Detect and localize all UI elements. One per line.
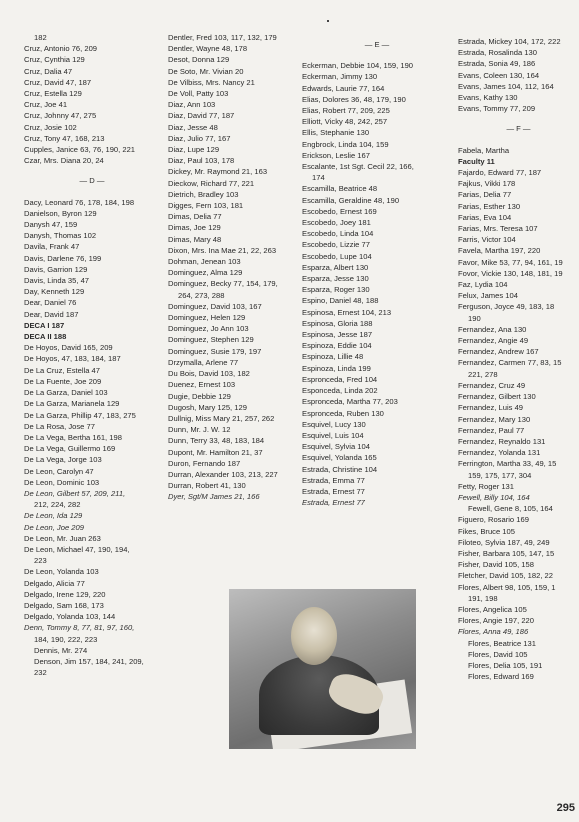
index-entry: Flores, Delia 105, 191: [468, 660, 543, 670]
index-entry: Esquivel, Sylvia 104: [302, 442, 370, 452]
index-entry: Diaz, David 77, 187: [168, 111, 235, 121]
index-entry: Fernandez, Gilbert 130: [458, 392, 536, 402]
index-entry: Cruz, Joe 41: [24, 100, 68, 110]
index-entry: Fernandez, Ana 130: [458, 324, 527, 334]
index-entry: Cruz, Estella 129: [24, 89, 82, 99]
index-entry: Flores, David 105: [468, 649, 528, 659]
index-entry: Favor, Mike 53, 77, 94, 161, 19: [458, 257, 563, 267]
index-entry: Dimas, Mary 48: [168, 234, 222, 244]
index-entry: Esparza, Roger 130: [302, 285, 370, 295]
index-entry: De Leon, Mr. Juan 263: [24, 533, 101, 543]
index-entry: De La Rosa, Jose 77: [24, 421, 95, 431]
index-entry: De La Cruz, Estella 47: [24, 365, 100, 375]
index-entry: Espinosa, Gloria 188: [302, 318, 373, 328]
index-entry: Flores, Angie 197, 220: [458, 616, 534, 626]
section-letter-header: — E —: [364, 40, 390, 49]
index-entry: 223: [34, 556, 47, 566]
index-entry: Desot, Donna 129: [168, 55, 230, 65]
index-entry: 212, 224, 282: [34, 500, 81, 510]
index-entry: Espinosa, Ernest 104, 213: [302, 307, 392, 317]
index-entry: Espinoza, Eddie 104: [302, 341, 372, 351]
index-entry: Cruz, Antonio 76, 209: [24, 44, 98, 54]
index-entry: Davis, Garrion 129: [24, 264, 88, 274]
index-entry: Ferrington, Martha 33, 49, 15: [458, 459, 557, 469]
index-entry: Espronceda, Fred 104: [302, 374, 378, 384]
index-entry: Duron, Fernando 187: [168, 458, 241, 468]
index-entry: Escobedo, Ernest 169: [302, 206, 377, 216]
index-entry: Dunn, Terry 33, 48, 183, 184: [168, 436, 265, 446]
index-column-1: [24, 32, 160, 678]
index-entry: Flores, Angelica 105: [458, 604, 527, 614]
index-entry: 221, 278: [468, 369, 498, 379]
index-entry: Esponceda, Linda 202: [302, 386, 378, 396]
index-entry: Diaz, Ann 103: [168, 100, 216, 110]
index-entry: Evans, Tommy 77, 209: [458, 104, 536, 114]
index-entry: De Leon, Carolyn 47: [24, 466, 94, 476]
index-entry: De Leon, Yolanda 103: [24, 567, 99, 577]
index-entry: Diaz, Jesse 48: [168, 122, 218, 132]
index-entry: Cupples, Janice 63, 76, 190, 221: [24, 145, 136, 155]
index-entry: Escobedo, Linda 104: [302, 229, 374, 239]
index-entry: Dohman, Jenean 103: [168, 257, 241, 267]
index-entry: Dieckow, Richard 77, 221: [168, 178, 255, 188]
index-entry: Espinosa, Jesse 187: [302, 330, 373, 340]
index-entry: Danysh 47, 159: [24, 220, 78, 230]
index-entry: Farris, Victor 104: [458, 235, 516, 245]
index-entry: Escobedo, Lizzie 77: [302, 240, 370, 250]
index-entry: Eckerman, Debbie 104, 159, 190: [302, 61, 414, 71]
index-entry: Escalante, 1st Sgt. Cecil 22, 166,: [302, 162, 414, 172]
index-entry: Dullnig, Miss Mary 21, 257, 262: [168, 413, 275, 423]
index-entry: Edwards, Laurie 77, 164: [302, 83, 385, 93]
index-entry: Fisher, Barbara 105, 147, 15: [458, 548, 555, 558]
index-entry: Dimas, Joe 129: [168, 223, 221, 233]
index-entry: Erickson, Leslie 167: [302, 150, 370, 160]
index-entry: Elias, Robert 77, 209, 225: [302, 106, 390, 116]
index-entry: 264, 273, 288: [178, 290, 225, 300]
index-entry: Ferguson, Joyce 49, 183, 18: [458, 302, 555, 312]
index-entry: Drzymalla, Arlene 77: [168, 357, 239, 367]
index-entry: Estrada, Sonia 49, 186: [458, 59, 536, 69]
index-entry: Farias, Eva 104: [458, 212, 512, 222]
index-entry: Fernandez, Yolanda 131: [458, 448, 541, 458]
index-entry: 191, 198: [468, 593, 498, 603]
index-entry: Espino, Daniel 48, 188: [302, 296, 379, 306]
index-entry: Dominguez, Alma 129: [168, 268, 243, 278]
index-entry: 174: [312, 173, 325, 183]
index-entry: Fernandez, Carmen 77, 83, 15: [458, 358, 562, 368]
index-entry: Diaz, Julio 77, 167: [168, 133, 231, 143]
index-entry: Esquivel, Yolanda 165: [302, 453, 377, 463]
index-entry: Estrada, Emma 77: [302, 475, 365, 485]
index-entry: Dentler, Wayne 48, 178: [168, 44, 248, 54]
index-entry: Dennis, Mr. 274: [34, 645, 88, 655]
index-entry: Fernandez, Luis 49: [458, 403, 524, 413]
page-mark: [327, 20, 329, 22]
index-entry: De La Vega, Guillermo 169: [24, 444, 116, 454]
index-entry: De Leon, Gilbert 57, 209, 211,: [24, 488, 126, 498]
index-entry: De La Vega, Bertha 161, 198: [24, 432, 122, 442]
index-entry: Fetty, Roger 131: [458, 481, 514, 491]
index-entry: Fernandez, Reynaldo 131: [458, 436, 546, 446]
index-entry: Faculty 11: [458, 156, 495, 166]
index-entry: Delgado, Alicia 77: [24, 578, 85, 588]
index-entry: DECA I 187: [24, 320, 65, 330]
index-entry: Faz, Lydia 104: [458, 280, 508, 290]
index-entry: Dominguez, Jo Ann 103: [168, 324, 249, 334]
index-entry: Esquivel, Luis 104: [302, 430, 364, 440]
index-entry: Esquivel, Lucy 130: [302, 419, 366, 429]
index-entry: Espronceda, Martha 77, 203: [302, 397, 398, 407]
index-entry: Esparza, Albert 130: [302, 262, 369, 272]
photo-figure-head: [291, 607, 337, 665]
index-entry: 190: [468, 313, 481, 323]
index-entry: Day, Kenneth 129: [24, 287, 85, 297]
index-entry: 159, 175, 177, 304: [468, 470, 532, 480]
index-entry: Elias, Dolores 36, 48, 179, 190: [302, 94, 406, 104]
index-entry: Evans, Kathy 130: [458, 93, 518, 103]
index-entry: Denn, Tommy 8, 77, 81, 97, 160,: [24, 623, 135, 633]
index-column-4: [458, 36, 579, 682]
index-entry: Dear, David 187: [24, 309, 79, 319]
index-entry: Evans, James 104, 112, 164: [458, 81, 554, 91]
index-entry: Farias, Delia 77: [458, 190, 512, 200]
index-entry: Cruz, Johnny 47, 275: [24, 111, 97, 121]
index-entry: Cruz, David 47, 187: [24, 77, 92, 87]
index-column-3: [302, 36, 452, 508]
index-entry: Dominguez, Becky 77, 154, 179,: [168, 279, 278, 289]
index-entry: DECA II 188: [24, 332, 67, 342]
index-entry: Dugosh, Mary 125, 129: [168, 402, 247, 412]
index-entry: Farias, Mrs. Teresa 107: [458, 224, 538, 234]
index-entry: Flores, Anna 49, 186: [458, 627, 529, 637]
index-entry: De Leon, Dominic 103: [24, 477, 100, 487]
index-entry: Fewell, Gene 8, 105, 164: [468, 504, 553, 514]
index-entry: Fernandez, Mary 130: [458, 414, 531, 424]
index-entry: Estrada, Ernest 77: [302, 498, 365, 508]
index-entry: Du Bois, David 103, 182: [168, 369, 250, 379]
index-entry: De La Garza, Marianela 129: [24, 399, 120, 409]
section-letter-header: — D —: [79, 176, 105, 186]
index-entry: De La Vega, Jorge 103: [24, 455, 102, 465]
index-entry: Evans, Coleen 130, 164: [458, 70, 540, 80]
index-entry: Farias, Esther 130: [458, 201, 521, 211]
index-entry: Dickey, Mr. Raymond 21, 163: [168, 167, 268, 177]
index-entry: Dixon, Mrs. Ina Mae 21, 22, 263: [168, 245, 277, 255]
index-entry: Espinoza, Linda 199: [302, 363, 371, 373]
index-entry: De La Fuente, Joe 209: [24, 376, 102, 386]
index-entry: Estrada, Christine 104: [302, 464, 378, 474]
index-entry: Denson, Jim 157, 184, 241, 209,: [34, 656, 144, 666]
index-entry: Filoteo, Sylvia 187, 49, 249: [458, 537, 550, 547]
page-number: 295: [556, 802, 575, 814]
index-entry: Dominguez, David 103, 167: [168, 301, 262, 311]
index-entry: De Voll, Patty 103: [168, 89, 229, 99]
index-entry: Czar, Mrs. Diana 20, 24: [24, 156, 104, 166]
index-entry: Dupont, Mr. Hamilton 21, 37: [168, 447, 263, 457]
index-entry: Cruz, Josie 102: [24, 122, 77, 132]
index-entry: Cruz, Tony 47, 168, 213: [24, 133, 105, 143]
index-entry: Fernandez, Cruz 49: [458, 380, 526, 390]
index-entry: Estrada, Mickey 104, 172, 222: [458, 37, 561, 46]
index-entry: Elliott, Vicky 48, 242, 257: [302, 117, 388, 127]
index-entry: Engbrock, Linda 104, 159: [302, 139, 389, 149]
index-entry: Estrada, Ernest 77: [302, 486, 365, 496]
index-entry: Dominguez, Helen 129: [168, 313, 246, 323]
index-entry: Delgado, Irene 129, 220: [24, 589, 106, 599]
index-entry: Dominguez, Susie 179, 197: [168, 346, 262, 356]
index-entry: Esparza, Jesse 130: [302, 274, 369, 284]
index-entry: Dacy, Leonard 76, 178, 184, 198: [24, 197, 135, 207]
index-entry: Felux, James 104: [458, 291, 518, 301]
index-entry: Flores, Albert 98, 105, 159, 1: [458, 582, 556, 592]
index-entry: Digges, Fern 103, 181: [168, 201, 244, 211]
index-entry: Dietrich, Bradley 103: [168, 189, 239, 199]
index-entry: Cruz, Cynthia 129: [24, 55, 85, 65]
index-entry: Dugie, Debbie 129: [168, 391, 231, 401]
index-entry: Duenez, Ernest 103: [168, 380, 236, 390]
index-entry: 232: [34, 668, 47, 678]
index-entry: Dear, Daniel 76: [24, 298, 77, 308]
index-entry: De Hoyos, 47, 183, 184, 187: [24, 354, 121, 364]
index-entry: Diaz, Paul 103, 178: [168, 156, 235, 166]
index-entry: Fernandez, Paul 77: [458, 425, 525, 435]
index-entry: De Vilbiss, Mrs. Nancy 21: [168, 77, 255, 87]
index-entry: Dyer, Sgt/M James 21, 166: [168, 492, 260, 502]
index-entry: Escamilla, Geraldine 48, 190: [302, 195, 400, 205]
index-entry: Flores, Beatrice 131: [468, 638, 536, 648]
index-entry: Fisher, David 105, 158: [458, 560, 534, 570]
index-entry: 182: [34, 33, 47, 42]
index-entry: Fajkus, Vikki 178: [458, 179, 516, 189]
index-entry: Fabela, Martha: [458, 145, 510, 155]
index-entry: De Leon, Joe 209: [24, 522, 84, 532]
index-entry: De La Garza, Phillip 47, 183, 275: [24, 410, 136, 420]
index-entry: Dimas, Delia 77: [168, 212, 222, 222]
index-entry: Cruz, Dalia 47: [24, 66, 73, 76]
index-entry: Danielson, Byron 129: [24, 208, 97, 218]
index-entry: Delgado, Sam 168, 173: [24, 600, 104, 610]
index-entry: Favela, Martha 197, 220: [458, 246, 541, 256]
index-entry: Flores, Edward 169: [468, 672, 534, 682]
index-entry: Davila, Frank 47: [24, 242, 80, 252]
index-entry: Durran, Alexander 103, 213, 227: [168, 469, 278, 479]
index-entry: Figuero, Rosario 169: [458, 515, 529, 525]
index-entry: De Hoyos, David 165, 209: [24, 343, 113, 353]
index-entry: De Soto, Mr. Vivian 20: [168, 66, 244, 76]
index-entry: Espinoza, Lillie 48: [302, 352, 364, 362]
index-entry: Escobedo, Lupe 104: [302, 251, 372, 261]
index-entry: Dentler, Fred 103, 117, 132, 179: [168, 33, 277, 42]
index-entry: Fikes, Bruce 105: [458, 526, 515, 536]
index-column-2: [168, 32, 304, 503]
index-entry: Estrada, Rosalinda 130: [458, 48, 537, 58]
section-letter-header: — F —: [506, 124, 531, 134]
index-entry: Espronceda, Ruben 130: [302, 408, 384, 418]
index-entry: Davis, Linda 35, 47: [24, 276, 90, 286]
index-entry: Diaz, Lupe 129: [168, 145, 220, 155]
index-entry: Fernandez, Angie 49: [458, 336, 529, 346]
index-entry: Fovor, Vickie 130, 148, 181, 19: [458, 268, 563, 278]
index-entry: Durran, Robert 41, 130: [168, 481, 246, 491]
index-entry: Fernandez, Andrew 167: [458, 347, 539, 357]
index-entry: Escamilla, Beatrice 48: [302, 184, 378, 194]
index-entry: Delgado, Yolanda 103, 144: [24, 612, 116, 622]
index-entry: Dunn, Mr. J. W. 12: [168, 425, 231, 435]
index-entry: Fewell, Billy 104, 164: [458, 492, 530, 502]
index-entry: Ellis, Stephanie 130: [302, 128, 370, 138]
index-entry: De La Garza, Daniel 103: [24, 388, 108, 398]
index-entry: Escobedo, Joey 181: [302, 218, 371, 228]
index-entry: Fajardo, Edward 77, 187: [458, 168, 542, 178]
index-entry: De Leon, Ida 129: [24, 511, 83, 521]
index-entry: 184, 190, 222, 223: [34, 634, 98, 644]
index-entry: Fletcher, David 105, 182, 22: [458, 571, 553, 581]
index-entry: Danysh, Thomas 102: [24, 231, 97, 241]
index-entry: Davis, Darlene 76, 199: [24, 253, 102, 263]
index-entry: De Leon, Michael 47, 190, 194,: [24, 544, 130, 554]
index-entry: Dominguez, Stephen 129: [168, 335, 254, 345]
index-entry: Eckerman, Jimmy 130: [302, 72, 378, 82]
student-writing-photo: [229, 589, 416, 749]
